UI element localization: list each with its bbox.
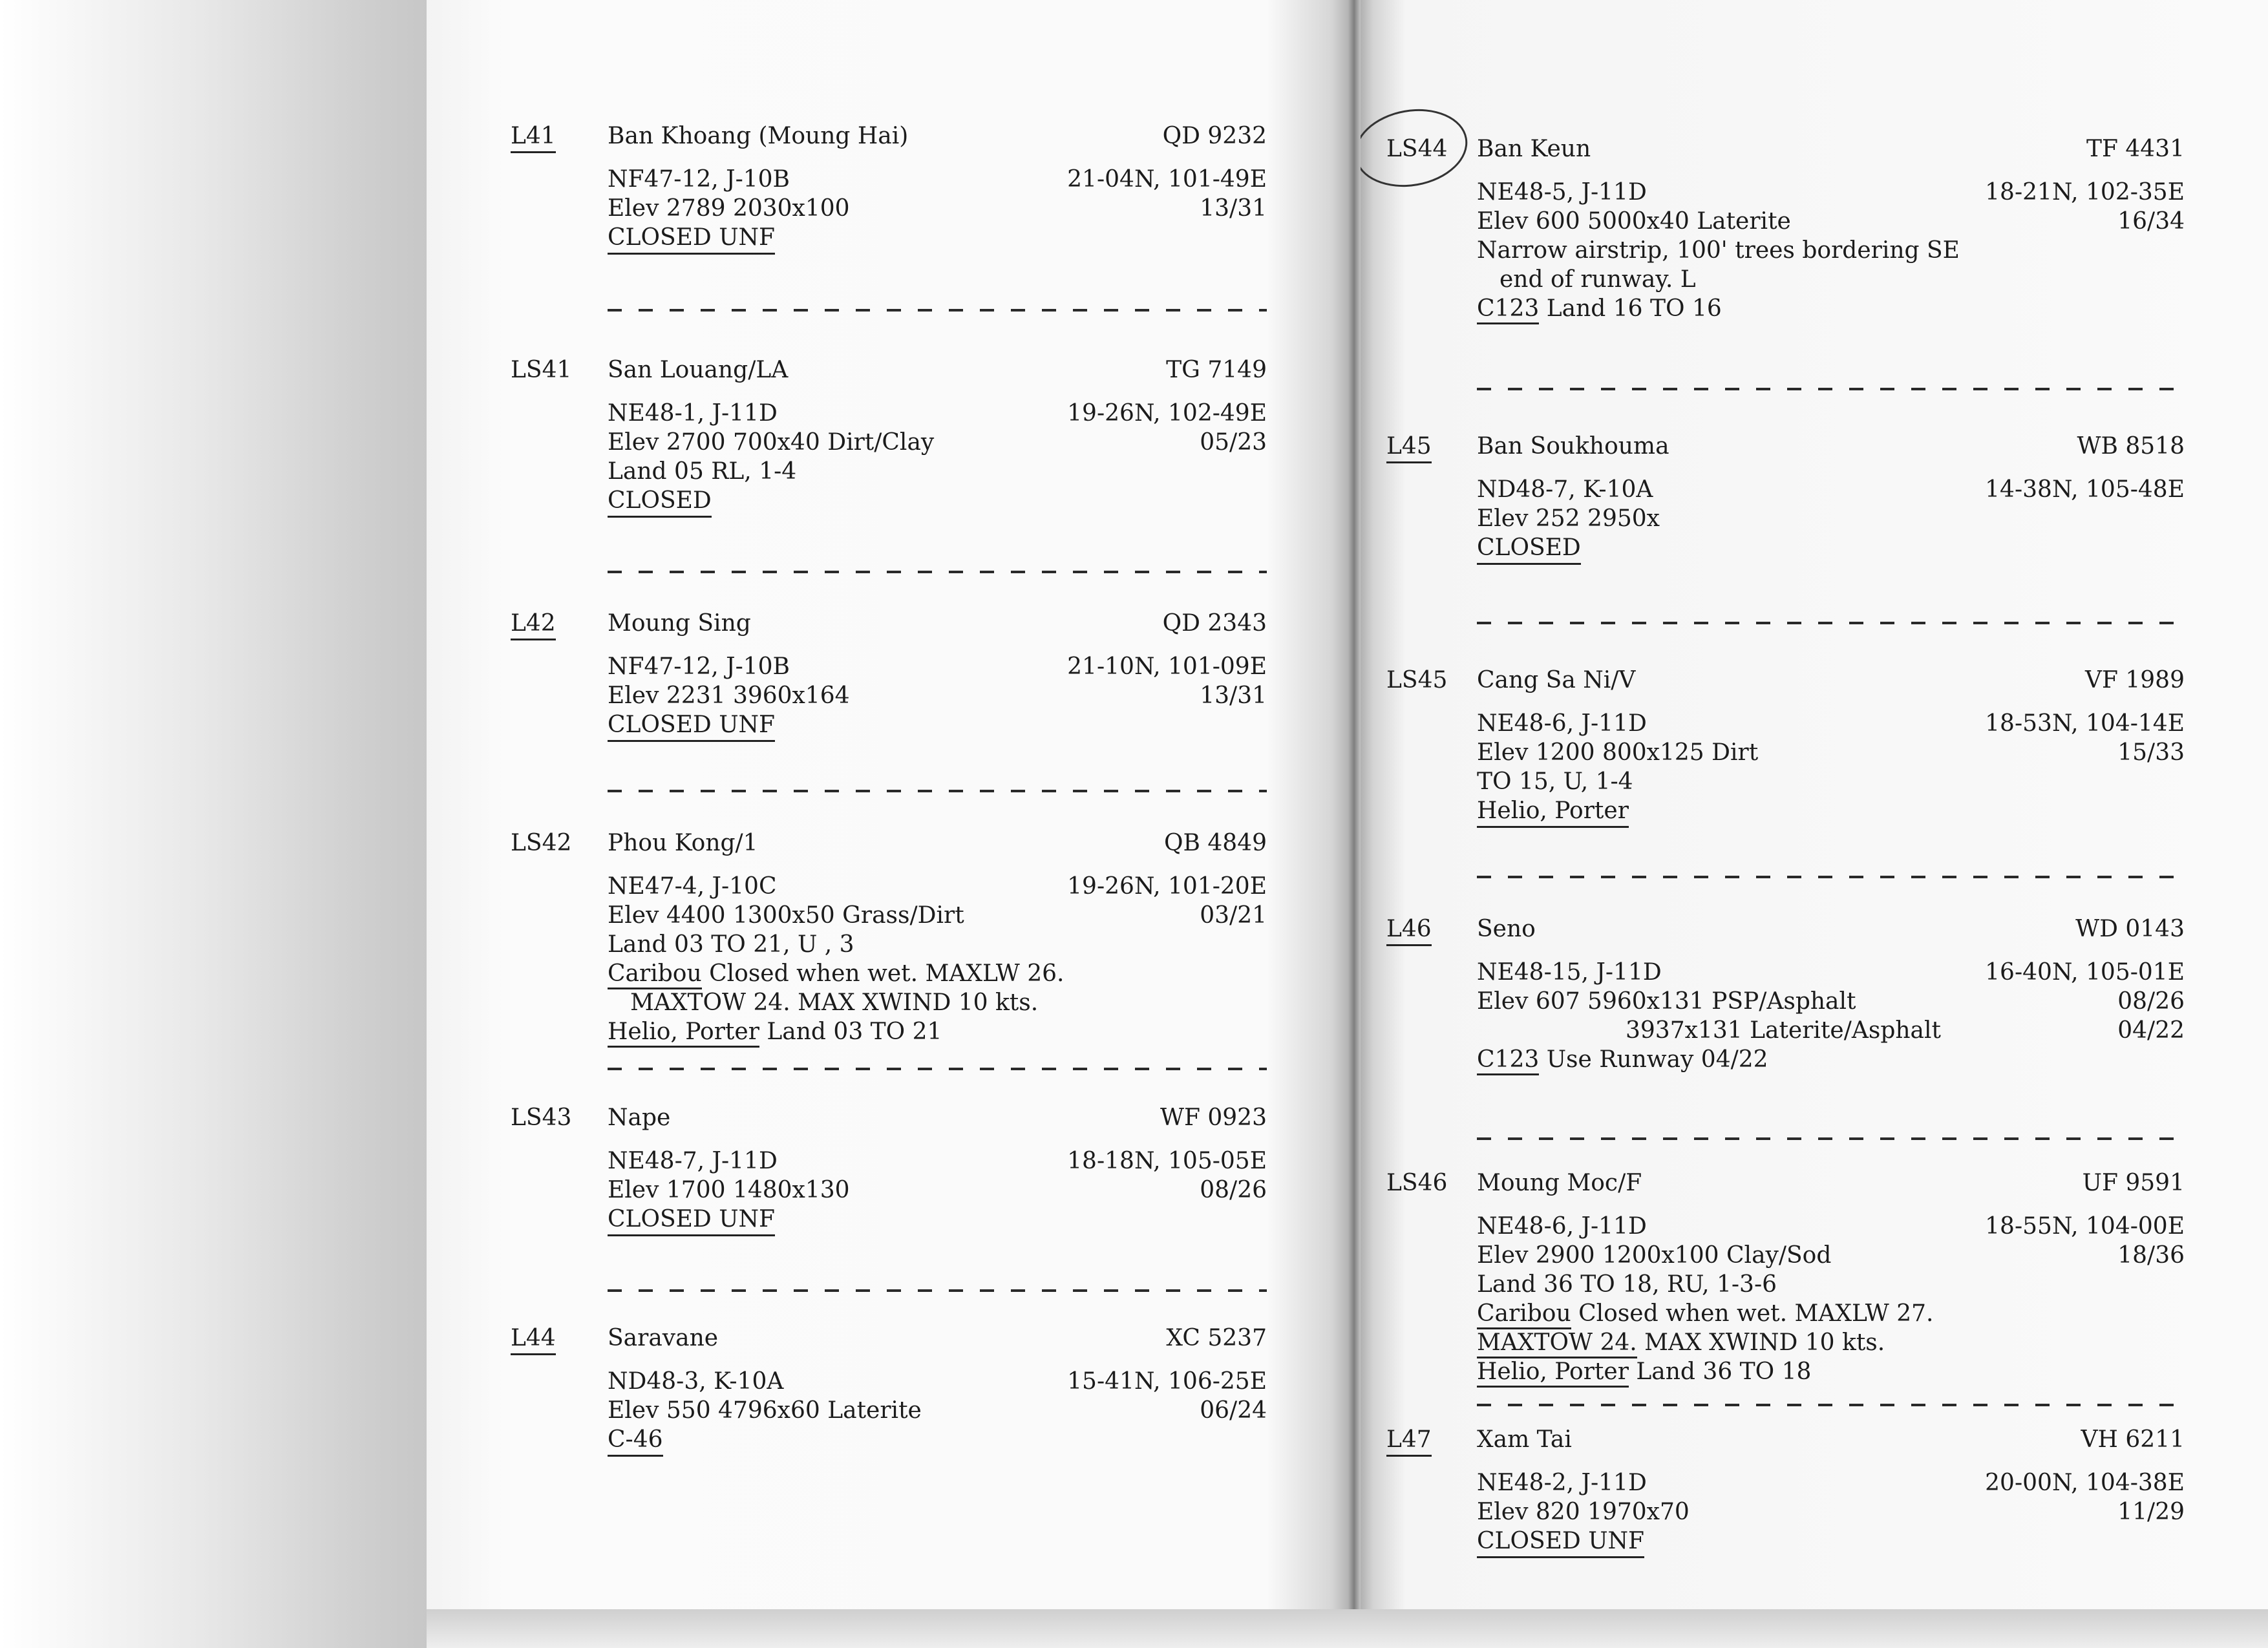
entry-l47: [1386, 1425, 2185, 1556]
entry-name: Phou Kong/1: [608, 830, 758, 856]
right-page: [1354, 0, 2268, 1609]
entry-line: Elev 600 5000x40 Laterite: [1477, 208, 1791, 235]
entry-coords: 19-26N, 101-20E: [1067, 873, 1267, 900]
entry-label: LS45: [1386, 667, 1448, 693]
entry-note: Use Runway 04/22: [1539, 1046, 1768, 1073]
entry-grid: VH 6211: [2081, 1426, 2185, 1453]
entry-line: NF47-12, J-10B: [608, 166, 790, 193]
entry-name: San Louang/LA: [608, 357, 789, 383]
entry-l44: [511, 1324, 1267, 1454]
entry-label: L45: [1386, 432, 1432, 463]
entry-line: Elev 2231 3960x164: [608, 682, 850, 709]
entry-line: Elev 1700 1480x130: [608, 1177, 850, 1203]
entry-ls43: [511, 1103, 1267, 1234]
left-page: [427, 0, 1354, 1609]
entry-line: NE47-4, J-10C: [608, 873, 777, 900]
entry-note: MAX XWIND 10 kts.: [1637, 1329, 1885, 1356]
entry-name: Moung Sing: [608, 610, 751, 637]
entry-note: MAXTOW 24.: [1477, 1329, 1637, 1358]
entry-name: Xam Tai: [1477, 1426, 1572, 1453]
entry-name: Ban Khoang (Moung Hai): [608, 123, 909, 149]
entry-line: NE48-6, J-11D: [1477, 710, 1647, 737]
entry-label: L44: [511, 1324, 556, 1355]
entry-runway: 15/33: [2117, 739, 2185, 766]
entry-coords: 18-55N, 104-00E: [1985, 1213, 2185, 1240]
entry-line: Land 03 TO 21, U , 3: [608, 931, 854, 958]
entry-divider: [1477, 876, 2185, 878]
entry-grid: QD 2343: [1162, 610, 1267, 637]
entry-runway: 16/34: [2117, 208, 2185, 235]
entry-runway: 11/29: [2117, 1499, 2185, 1525]
entry-runway: 04/22: [2117, 1017, 2185, 1044]
entry-label: L46: [1386, 914, 1432, 946]
entry-runway: 13/31: [1200, 195, 1267, 222]
entry-line: CLOSED UNF: [608, 710, 775, 742]
entry-line: Land 36 TO 18, RU, 1-3-6: [1477, 1271, 1777, 1298]
entry-line: ND48-7, K-10A: [1477, 476, 1653, 503]
aircraft-type: Caribou: [608, 960, 702, 989]
entry-grid: XC 5237: [1166, 1325, 1267, 1351]
aircraft-type: Helio, Porter: [608, 1019, 759, 1048]
aircraft-type: Helio, Porter: [1477, 1358, 1629, 1388]
entry-note: MAXTOW 24. MAX XWIND 10 kts.: [630, 989, 1039, 1016]
entry-label: L41: [511, 121, 556, 153]
entry-name: Cang Sa Ni/V: [1477, 667, 1636, 693]
entry-name: Moung Moc/F: [1477, 1170, 1642, 1196]
entry-name: Ban Keun: [1477, 136, 1591, 162]
entry-line: CLOSED UNF: [608, 1205, 775, 1236]
entry-note: Narrow airstrip, 100' trees bordering SE: [1477, 237, 1960, 264]
entry-line: Elev 252 2950x: [1477, 505, 1660, 532]
entry-label: LS42: [511, 830, 572, 856]
entry-name: Seno: [1477, 916, 1536, 942]
aircraft-type: Caribou: [1477, 1300, 1571, 1329]
entry-note: Closed when wet. MAXLW 26.: [701, 960, 1065, 987]
entry-runway: 08/26: [2117, 988, 2185, 1015]
book-gutter: [1348, 0, 1361, 1609]
entry-line: Land 05 RL, 1-4: [608, 458, 797, 485]
entry-divider: [608, 1289, 1267, 1292]
entry-grid: WF 0923: [1160, 1104, 1267, 1131]
entry-line: NE48-5, J-11D: [1477, 179, 1647, 206]
entry-ls42: [511, 829, 1267, 1046]
entry-ls45: [1386, 666, 2185, 825]
entry-line: CLOSED: [608, 486, 712, 518]
entry-line: CLOSED: [1477, 533, 1581, 565]
entry-runway: 13/31: [1200, 682, 1267, 709]
entry-line: ND48-3, K-10A: [608, 1368, 784, 1395]
entry-coords: 21-04N, 101-49E: [1067, 166, 1267, 193]
aircraft-type: Helio, Porter: [1477, 796, 1629, 828]
entry-label: LS41: [511, 357, 572, 383]
entry-name: Nape: [608, 1104, 671, 1131]
entry-runway: 05/23: [1200, 429, 1267, 456]
entry-coords: 21-10N, 101-09E: [1067, 653, 1267, 680]
entry-divider: [1477, 622, 2185, 624]
entry-line: NF47-12, J-10B: [608, 653, 790, 680]
entry-runway: 03/21: [1200, 902, 1267, 929]
entry-grid: QD 9232: [1162, 123, 1267, 149]
entry-line: NE48-7, J-11D: [608, 1148, 778, 1174]
entry-divider: [1477, 388, 2185, 390]
entry-note: Land 16 TO 16: [1539, 295, 1722, 322]
entry-runway: 18/36: [2117, 1242, 2185, 1269]
entry-coords: 18-18N, 105-05E: [1067, 1148, 1267, 1174]
entry-line: CLOSED UNF: [608, 223, 775, 255]
entry-l42: [511, 609, 1267, 739]
entry-label: L47: [1386, 1425, 1432, 1457]
entry-line: Elev 2900 1200x100 Clay/Sod: [1477, 1242, 1832, 1269]
entry-grid: UF 9591: [2082, 1170, 2185, 1196]
entry-note: end of runway. L: [1500, 266, 1696, 293]
entry-coords: 15-41N, 106-25E: [1067, 1368, 1267, 1395]
entry-coords: 18-53N, 104-14E: [1985, 710, 2185, 737]
entry-line: TO 15, U, 1-4: [1477, 768, 1633, 795]
entry-line: NE48-6, J-11D: [1477, 1213, 1647, 1240]
page-bottom-edge: [427, 1609, 2268, 1648]
entry-grid: TG 7149: [1166, 357, 1267, 383]
entry-line: Elev 607 5960x131 PSP/Asphalt: [1477, 988, 1856, 1015]
entry-l45: [1386, 432, 2185, 562]
entry-label: LS43: [511, 1104, 572, 1131]
entry-coords: 18-21N, 102-35E: [1985, 179, 2185, 206]
entry-note: Land 36 TO 18: [1628, 1358, 1812, 1385]
entry-line: Elev 820 1970x70: [1477, 1499, 1690, 1525]
entry-runway: 08/26: [1200, 1177, 1267, 1203]
entry-coords: 16-40N, 105-01E: [1985, 959, 2185, 986]
entry-ls44: [1386, 134, 2185, 323]
entry-coords: 19-26N, 102-49E: [1067, 400, 1267, 427]
entry-line: Elev 2700 700x40 Dirt/Clay: [608, 429, 935, 456]
entry-label: LS46: [1386, 1170, 1448, 1196]
entry-name: Ban Soukhouma: [1477, 433, 1669, 460]
entry-line: Elev 2789 2030x100: [608, 195, 850, 222]
entry-divider: [608, 571, 1267, 573]
entry-grid: QB 4849: [1163, 830, 1267, 856]
entry-line: 3937x131 Laterite/Asphalt: [1626, 1017, 1941, 1044]
entry-coords: 20-00N, 104-38E: [1985, 1470, 2185, 1496]
entry-divider: [608, 1068, 1267, 1070]
entry-line: CLOSED UNF: [1477, 1527, 1644, 1558]
entry-ls41: [511, 355, 1267, 515]
entry-coords: 14-38N, 105-48E: [1985, 476, 2185, 503]
entry-label: L42: [511, 609, 556, 640]
entry-label: LS44: [1386, 136, 1448, 162]
entry-line: NE48-2, J-11D: [1477, 1470, 1647, 1496]
entry-line: NE48-1, J-11D: [608, 400, 778, 427]
entry-grid: VF 1989: [2084, 667, 2185, 693]
entry-line: NE48-15, J-11D: [1477, 959, 1662, 986]
entry-divider: [1477, 1137, 2185, 1140]
entry-grid: WD 0143: [2075, 916, 2185, 942]
entry-divider: [608, 790, 1267, 792]
entry-l46: [1386, 914, 2185, 1074]
entry-l41: [511, 121, 1267, 252]
entry-divider: [608, 309, 1267, 312]
entry-runway: 06/24: [1200, 1397, 1267, 1424]
entry-line: Elev 1200 800x125 Dirt: [1477, 739, 1759, 766]
entry-line: C-46: [608, 1425, 663, 1457]
entry-line: Elev 550 4796x60 Laterite: [608, 1397, 922, 1424]
entry-note: Land 03 TO 21: [759, 1019, 942, 1045]
aircraft-type: C123: [1477, 1046, 1539, 1075]
entry-line: Elev 4400 1300x50 Grass/Dirt: [608, 902, 964, 929]
entry-ls46: [1386, 1168, 2185, 1386]
entry-name: Saravane: [608, 1325, 719, 1351]
entry-divider: [1477, 1404, 2185, 1406]
entry-note: Closed when wet. MAXLW 27.: [1571, 1300, 1934, 1327]
entry-grid: TF 4431: [2086, 136, 2185, 162]
entry-grid: WB 8518: [2077, 433, 2185, 460]
aircraft-type: C123: [1477, 295, 1539, 324]
